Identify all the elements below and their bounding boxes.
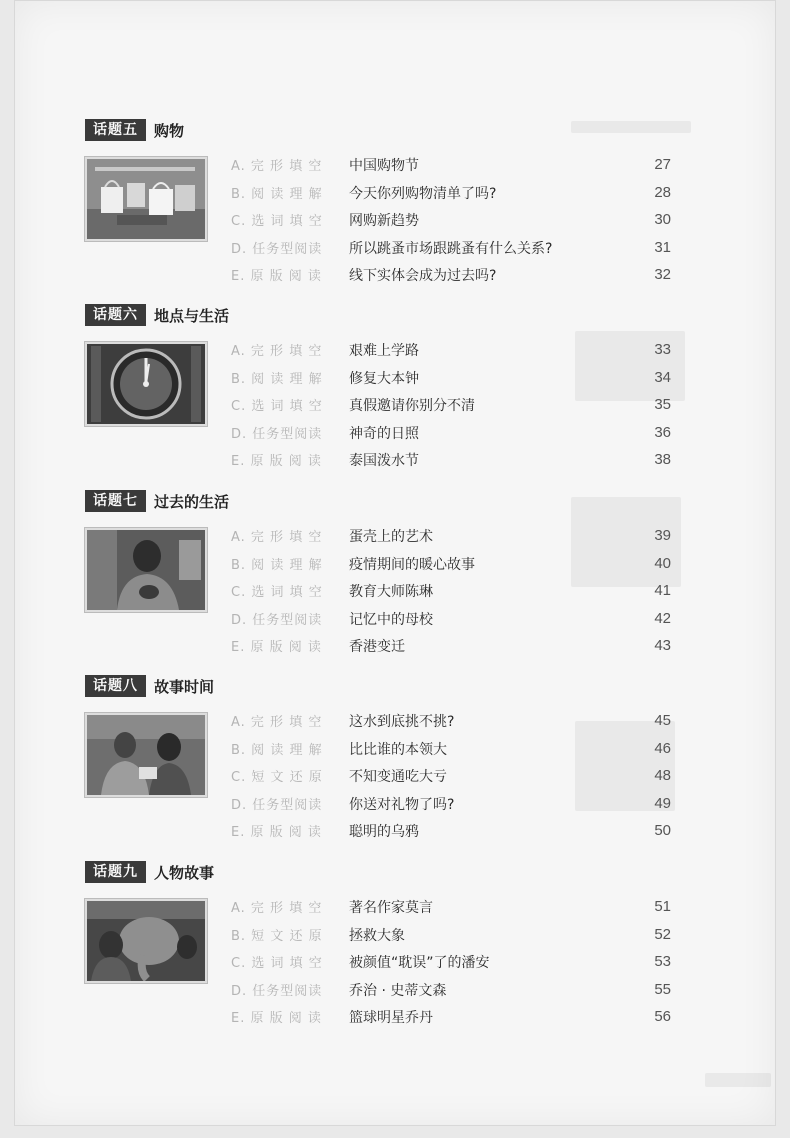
exercise-type: A. 完 形 填 空: [231, 344, 323, 359]
toc-entry[interactable]: [231, 707, 671, 735]
page-number: 46: [654, 739, 671, 757]
entry-title: 疫情期间的暖心故事: [349, 556, 475, 573]
toc-entry[interactable]: [231, 817, 671, 845]
entry-title: 所以跳蚤市场跟跳蚤有什么关系?: [349, 240, 553, 257]
elephant-people-photo: [85, 899, 207, 983]
entry-title: 篮球明星乔丹: [349, 1010, 433, 1026]
toc-entry[interactable]: [231, 151, 671, 179]
section-header: [85, 675, 725, 697]
exercise-type: D. 任务型阅读: [231, 612, 323, 628]
toc-entry[interactable]: [231, 364, 671, 392]
book-page: [14, 0, 776, 1126]
toc-entry[interactable]: [231, 762, 671, 790]
entry-title: 今天你列购物清单了吗?: [349, 185, 497, 202]
section-header: [85, 119, 725, 141]
entry-title: 香港变迁: [349, 639, 405, 655]
page-number: 32: [654, 266, 671, 283]
exercise-type: E. 原 版 阅 读: [231, 269, 322, 284]
topic-section: [85, 304, 725, 476]
toc-entry[interactable]: [231, 179, 671, 207]
exercise-type: D. 任务型阅读: [231, 426, 323, 442]
page-number: 43: [654, 637, 671, 654]
page-number: 53: [654, 953, 671, 970]
page-number: 45: [654, 712, 671, 729]
toc-entry[interactable]: [231, 550, 671, 578]
entry-title: 神奇的日照: [349, 425, 419, 442]
shopping-bags-photo: [85, 157, 207, 241]
topic-number-tag: 话题六: [85, 304, 146, 326]
topic-number-tag: 话题五: [85, 119, 146, 141]
page-number: 49: [654, 794, 671, 812]
exercise-type: B. 短 文 还 原: [231, 928, 323, 944]
page-number: 40: [654, 554, 671, 572]
toc-entry[interactable]: [231, 632, 671, 660]
toc-entry[interactable]: [231, 893, 671, 921]
topic-number-tag: 话题七: [85, 490, 146, 512]
toc-entry[interactable]: [231, 948, 671, 976]
exercise-type: C. 选 词 填 空: [231, 214, 323, 229]
toc-entry[interactable]: [231, 577, 671, 605]
page-number: 41: [654, 582, 671, 599]
topic-section: [85, 119, 725, 291]
exercise-type: E. 原 版 阅 读: [231, 640, 322, 655]
entry-title: 拯救大象: [349, 927, 405, 944]
exercise-type: C. 选 词 填 空: [231, 585, 323, 600]
section-header: [85, 304, 725, 326]
page-number: 55: [654, 980, 671, 998]
exercise-type: B. 阅 读 理 解: [231, 557, 323, 573]
topic-title: 过去的生活: [154, 492, 230, 511]
entry-title: 乔治 · 史蒂文森: [349, 982, 447, 999]
entry-title: 修复大本钟: [349, 370, 419, 387]
elderly-man-photo: [85, 528, 207, 612]
exercise-type: D. 任务型阅读: [231, 983, 323, 999]
page-number: 50: [654, 822, 671, 839]
exercise-type: C. 选 词 填 空: [231, 399, 323, 414]
toc-entry[interactable]: [231, 261, 671, 289]
topic-section: [85, 675, 725, 847]
toc-entry[interactable]: [231, 446, 671, 474]
toc-entry[interactable]: [231, 522, 671, 550]
exercise-type: A. 完 形 填 空: [231, 901, 323, 916]
exercise-type: D. 任务型阅读: [231, 241, 323, 257]
exercise-type: E. 原 版 阅 读: [231, 825, 322, 840]
page-number: 52: [654, 925, 671, 943]
topic-section: [85, 490, 725, 662]
topic-title: 地点与生活: [154, 306, 230, 325]
toc-entry[interactable]: [231, 921, 671, 949]
entry-title: 著名作家莫言: [349, 900, 433, 916]
topic-title: 人物故事: [154, 863, 215, 882]
exercise-type: A. 完 形 填 空: [231, 159, 323, 174]
page-number: 36: [654, 423, 671, 441]
entry-title: 艰难上学路: [349, 343, 419, 359]
topic-number-tag: 话题九: [85, 861, 146, 883]
section-header: [85, 861, 725, 883]
exercise-type: B. 阅 读 理 解: [231, 371, 323, 387]
page-number: 39: [654, 527, 671, 544]
entry-title: 真假邀请你别分不清: [349, 398, 475, 414]
page-number: 28: [654, 183, 671, 201]
exercise-type: E. 原 版 阅 读: [231, 1011, 322, 1026]
toc-entry[interactable]: [231, 790, 671, 818]
page-number: 56: [654, 1008, 671, 1025]
exercise-type: A. 完 形 填 空: [231, 530, 323, 545]
toc-entry[interactable]: [231, 234, 671, 262]
exercise-type: D. 任务型阅读: [231, 797, 323, 813]
page-number: 33: [654, 341, 671, 358]
exercise-type: C. 选 词 填 空: [231, 956, 323, 971]
entry-title: 网购新趋势: [349, 213, 419, 229]
entry-title: 聪明的乌鸦: [349, 824, 419, 840]
topic-section: [85, 861, 725, 1033]
topic-title: 故事时间: [154, 677, 215, 696]
entry-title: 不知变通吃大亏: [349, 769, 447, 785]
page-number: 38: [654, 451, 671, 468]
page-number: 48: [654, 767, 671, 784]
entry-title: 记忆中的母校: [349, 611, 433, 628]
section-header: [85, 490, 725, 512]
exercise-type: B. 阅 读 理 解: [231, 186, 323, 202]
entry-title: 线下实体会成为过去吗?: [349, 268, 497, 284]
page-number: 51: [654, 898, 671, 915]
exercise-type: B. 阅 读 理 解: [231, 742, 323, 758]
entry-title: 中国购物节: [349, 158, 419, 174]
entry-title: 蛋壳上的艺术: [349, 529, 433, 545]
toc-entry[interactable]: [231, 206, 671, 234]
entry-title: 这水到底挑不挑?: [349, 714, 455, 730]
toc-entry[interactable]: [231, 1003, 671, 1031]
toc-entry[interactable]: [231, 605, 671, 633]
entry-title: 被颜值“耽误”了的潘安: [349, 955, 490, 971]
topic-title: 购物: [154, 121, 185, 140]
entry-title: 教育大师陈琳: [349, 584, 433, 600]
exercise-type: C. 短 文 还 原: [231, 770, 323, 785]
page-number: 35: [654, 396, 671, 413]
toc-entry[interactable]: [231, 735, 671, 763]
page-number: 34: [654, 368, 671, 386]
couple-photo: [85, 713, 207, 797]
page-number: 31: [654, 238, 671, 256]
page-number: 30: [654, 211, 671, 228]
toc-entry[interactable]: [231, 391, 671, 419]
exercise-type: E. 原 版 阅 读: [231, 454, 322, 469]
entry-title: 泰国泼水节: [349, 453, 419, 469]
entry-title: 比比谁的本领大: [349, 741, 447, 758]
entry-title: 你送对礼物了吗?: [349, 796, 455, 813]
page-number: 27: [654, 156, 671, 173]
toc-entry[interactable]: [231, 336, 671, 364]
toc-entry[interactable]: [231, 419, 671, 447]
page-number: 42: [654, 609, 671, 627]
exercise-type: A. 完 形 填 空: [231, 715, 323, 730]
topic-number-tag: 话题八: [85, 675, 146, 697]
big-ben-clock-photo: [85, 342, 207, 426]
toc-entry[interactable]: [231, 976, 671, 1004]
